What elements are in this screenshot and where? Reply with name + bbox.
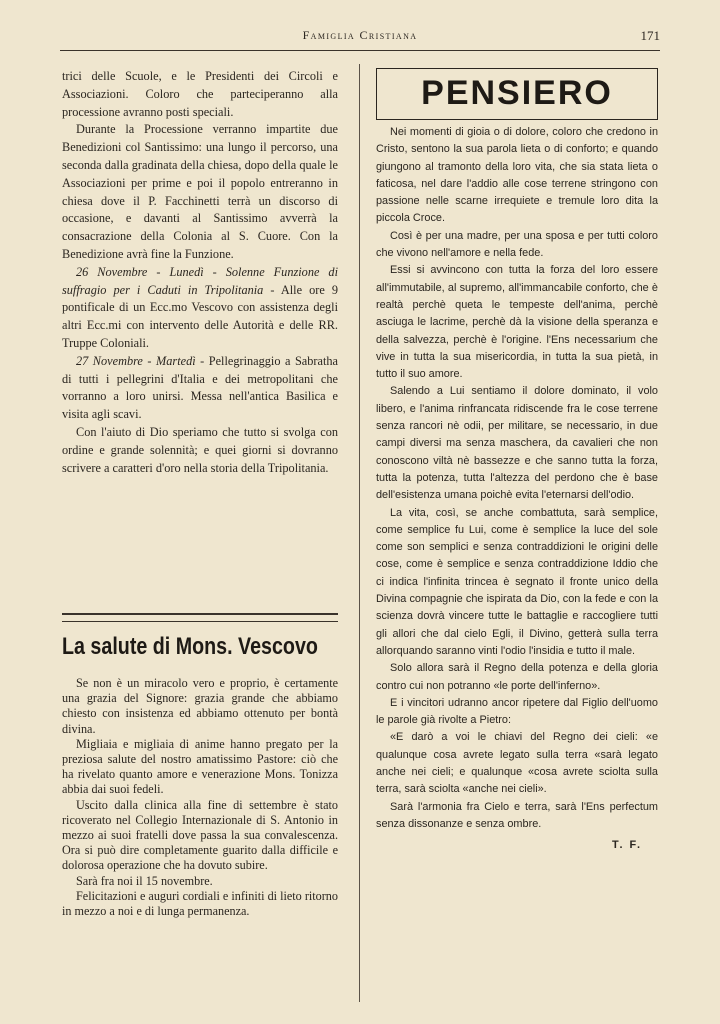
left-paragraph: Durante la Processione verranno impartite due Benedizioni col Santissimo: una lungo il percorso, una seconda dalla gradinata della chiesa, dopo della quale le Associazioni per prime e poi il popolo entreranno in chiesa dove il P. Facchinetti terrà un discorso di occasione, e davanti al Santissimo avverrà la consacrazione della Colonia al S. Cuore. Con la Benedizione avrà fine la Funzione. [62,122,338,261]
event-text: - Pellegrinaggio a Sabratha di tutti i pellegrini d'Italia e dei metropolitani che vorranno a loro unirsi. Messa nell'antica Basilica e visita agli scavi. [62,353,338,422]
page-number: 171 [640,28,660,43]
pensiero-title-box [376,68,658,120]
pensiero-paragraph: Così è per una madre, per una sposa e per tutti coloro che vivono nell'amore e nella fede. [376,229,658,260]
event-date-label: 26 Novembre - Lunedì - Solenne Funzione di suffragio per i Caduti in Tripolitania [62,264,338,297]
left-paragraph [62,264,338,353]
pensiero-title: PENSIERO [421,74,613,113]
pensiero-column [376,68,658,854]
left-paragraph: Con l'aiuto di Dio speriamo che tutto si svolga con ordine e grande solennità; e quei giorni si dovranno scrivere a caratteri d'oro nella storia della Tripolitania. [62,424,338,475]
article-paragraph: Se non è un miracolo vero e proprio, è certamente una grazia del Signore: grazia grande che abbiamo chiesto con insistenza ed abbiamo ottenuto per bontà divina. [62,676,338,736]
event-text: - Alle ore 9 pontificale di un Ecc.mo Vescovo con assistenza degli altri Ecc.mi con intervento delle Autorità e delle RR. Truppe Coloniali. [62,282,338,350]
header-rule [60,50,660,51]
section-divider [62,613,338,622]
pensiero-paragraph: E i vincitori udranno ancor ripetere dal Figlio dell'uomo le parole già rivolte a Pietro: [376,696,658,727]
article-health-bishop [62,630,338,919]
pensiero-paragraph: Essi si avvincono con tutta la forza del loro essere all'immutabile, al supremo, all'immancabile conforto, che è realtà perchè queta le tempeste dell'anima, perchè asciuga le lacrime, perchè dà la visione della speranza e della salvezza, perchè è l'origine. l'Ens necessarium che vive in tutta la sua misericordia, in tutta la sua pietà, in tutto il suo amore. [376,264,658,381]
left-column [62,68,338,477]
column-divider [359,64,360,1002]
pensiero-paragraph: Salendo a Lui sentiamo il dolore dominato, il volo libero, e l'anima rinfrancata ridiscende fra le cose terrene senza rancori nè odii, per militare, se necessario, in due campi diversi ma senza maschera, da cavalieri che non conoscono viltà nè bassezze e che sanno tutta la forza, tutta la potenza, tutta l'altezza del perdono che è base dell'esistenza umana poichè evita l'eternarsi dell'odio. [376,385,658,502]
left-paragraph: trici delle Scuole, e le Presidenti dei Circoli e Associazioni. Coloro che parteciperanno alla processione avranno posti speciali. [62,69,338,119]
pensiero-paragraph: Nei momenti di gioia o di dolore, coloro che credono in Cristo, sentono la sua parola lieta o di conforto; e quando giungono al tramonto della loro vita, che sia stata lieta o faticosa, nel dare l'addio alle cose terrene stringono con passione nelle scarne irrequiete e tremule loro dita la piccola Croce. [376,126,658,225]
pensiero-paragraph: La vita, così, se anche combattuta, sarà semplice, come semplice fu Lui, come è semplice la luce del sole come son semplici e senza contraddizioni le origini delle cose, come è semplice e senza contraddizione Iddio che ci indica l'infinita trincea è segnato il fronte unico della Divina compagnie che ispirata da Dio, con la fede e con la scienza dovrà vincere tutte le battaglie e raccogliere tutti gli allori che dal cielo Egli, il Divino, getterà sulla terra allorquando saranno vinti l'odio l'insidia e tutto il male. [376,506,658,657]
left-paragraph [62,353,338,424]
pensiero-paragraph: Sarà l'armonia fra Cielo e terra, sarà l'Ens perfectum senza dissonanze e senza ombre. [376,800,658,830]
pensiero-quote: «E darò a voi le chiavi del Regno dei cieli: «e qualunque cosa avrete legato sulla terra «sarà legato anche nei cieli; e qualunque «cosa avrete sciolta sulla terra, sarà sciolta «anche nei cieli». [376,731,658,796]
event-date-label: 27 Novembre - Martedì [76,353,196,368]
article-paragraph: Uscito dalla clinica alla fine di settembre è stato ricoverato nel Collegio Internazionale di S. Antonio in mezzo ai suoi fratelli dove passa la sua convalescenza. Ora si può dire completamente guarito dalla difficile e dolorosa operazione che ha dovuto subire. [62,797,338,873]
running-header [60,28,660,52]
article-paragraph: Felicitazioni e auguri cordiali e infiniti di lieto ritorno in mezzo a noi e di lunga permanenza. [62,888,338,919]
pensiero-paragraph: Solo allora sarà il Regno della potenza e della gloria contro cui non potranno «le porte dell'inferno». [376,662,658,692]
article-title: La salute di Mons. Vescovo [62,633,318,660]
author-signature: T. F. [612,839,642,852]
article-paragraph: Migliaia e migliaia di anime hanno pregato per la preziosa salute del nostro amatissimo Pastore: ciò che ha rivelato quanto amore e venerazione Mons. Tonizza abbia dai suoi fedeli. [62,736,338,797]
header-title: Famiglia Cristiana [302,28,418,42]
article-paragraph: Sarà fra noi il 15 novembre. [76,873,213,888]
